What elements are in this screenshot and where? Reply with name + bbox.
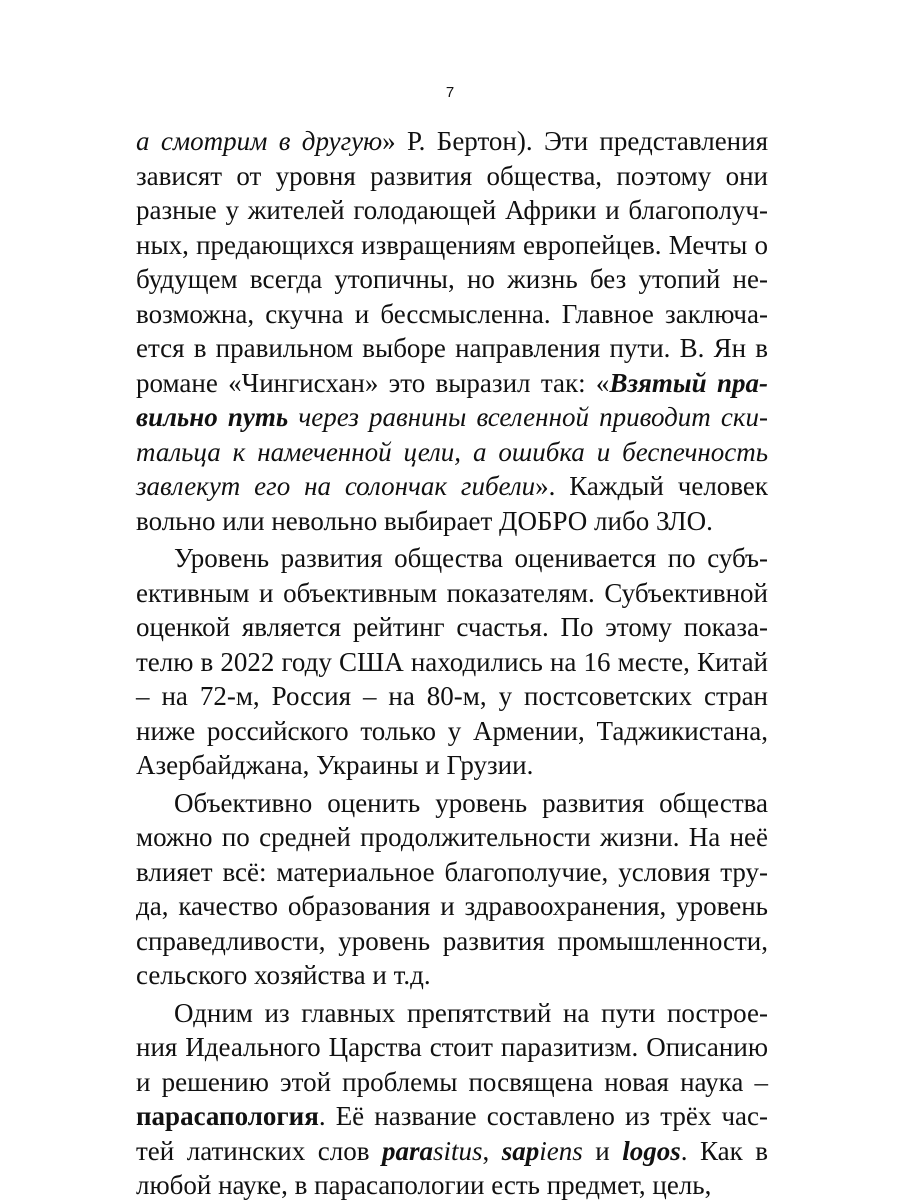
page-number: 7 bbox=[445, 84, 455, 101]
text-run: » Р. Бертон). Эти представления зависят от уровня развития общества, поэтому они разные у жителей голодающей Африки и благополучных, предающихся извращениям европейцев. Мечты о будущем всегда утопичны, но жизнь без утопий невозможна, скучна и бессмысленна. Главное заключается в правильном выборе направления пути. В. Ян в романе «Чингисхан» это выразил так: « bbox=[136, 126, 768, 398]
latin-word-iens: iens bbox=[539, 1135, 583, 1166]
paragraph-4 bbox=[136, 996, 768, 1203]
latin-word-logos bbox=[622, 1136, 681, 1166]
latin-bold-part: para bbox=[381, 1135, 433, 1166]
latin-word-sap-bold bbox=[502, 1136, 540, 1166]
quote-italic-run: через равнины вселенной приводит скитальца к намеченной цели, а ошибка и беспечность завлекут его на солончак гибели bbox=[136, 402, 768, 501]
page-body bbox=[136, 124, 768, 1203]
text-run: и bbox=[582, 1135, 623, 1166]
latin-bold-part: sap bbox=[501, 1135, 540, 1166]
text-run: Одним из главных препятствий на пути построения Идеального Царства стоит паразитизм. Описанию и решению этой проблемы посвящена новая наука – bbox=[136, 997, 768, 1097]
paragraph-1 bbox=[136, 124, 768, 538]
text-run: Объективно оценить уровень развития общества можно по средней продолжительности жизни. На неё влияет всё: материальное благополучие, условия труда, качество образования и здравоохранения, уровень справедливости, уровень развития промышленности, сельского хозяйства и т.д. bbox=[136, 787, 768, 990]
bold-italic-text: Взятый правильно путь bbox=[136, 367, 768, 432]
text-run: , bbox=[482, 1135, 502, 1166]
latin-word-para-bold bbox=[382, 1136, 433, 1166]
text-run: ». Каждый человек вольно или невольно выбирает ДОБРО либо ЗЛО. bbox=[136, 471, 768, 536]
text-run: Уровень развития общества оценивается по субъективным и объективным показателям. Субъективной оценкой является рейтинг счастья. По этому показателю в 2022 году США находились на 16 месте, Китай – на 72-м, Россия – на 80-м, у постсоветских стран ниже российского только у Армении, Таджикистана, Азербайджана, Украины и Грузии. bbox=[136, 543, 768, 780]
text-run: . Как в любой науке, в парасапологии есть предмет, цель, bbox=[136, 1135, 768, 1200]
quote-fragment-italic: а смотрим в другую bbox=[136, 126, 383, 156]
latin-bold-part: logos bbox=[622, 1135, 681, 1166]
term-parasapology: парасапология bbox=[136, 1101, 319, 1131]
paragraph-3 bbox=[136, 786, 768, 993]
text-run: . Её название составлено из трёх частей латинских слов bbox=[136, 1101, 768, 1166]
paragraph-2 bbox=[136, 541, 768, 783]
latin-word-situs: situs bbox=[432, 1135, 483, 1166]
